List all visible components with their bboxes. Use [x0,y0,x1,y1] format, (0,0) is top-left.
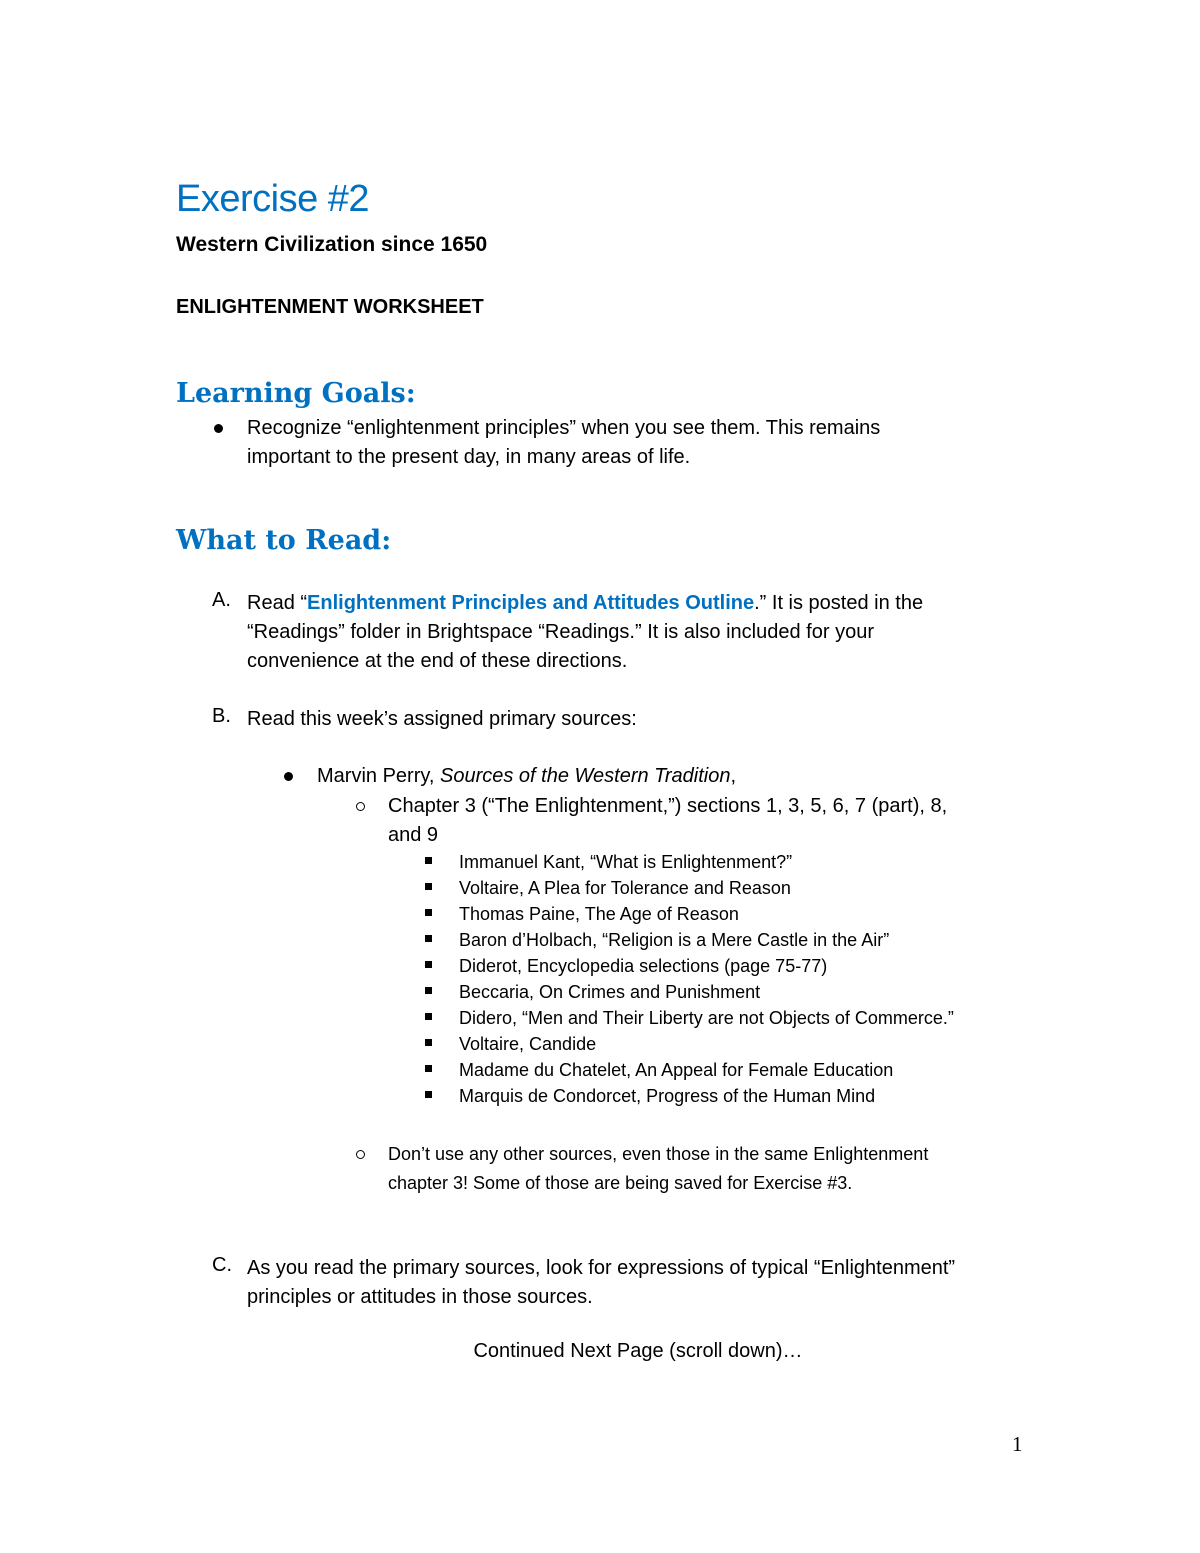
reading-item: Diderot, Encyclopedia selections (page 75-77) [459,956,828,976]
source-line [317,762,736,791]
note-line1: Don’t use any other sources, even those in the same Enlightenment [388,1144,929,1164]
course-subtitle: Western Civilization since 1650 [176,233,488,256]
item-a-post: .” It is posted in the [754,592,924,614]
item-c-line2: principles or attitudes in those sources. [247,1286,593,1308]
source-title: Sources of the Western Tradition [439,765,731,787]
square-bullet-icon [425,1065,432,1072]
reading-item: Marquis de Condorcet, Progress of the Human Mind [459,1086,876,1106]
reading-item: Baron d’Holbach, “Religion is a Mere Castle in the Air” [459,930,890,950]
chapter-line2: and 9 [388,824,439,846]
item-c-line1: As you read the primary sources, look for expressions of typical “Enlightenment” [247,1257,956,1279]
bullet-icon [214,424,223,433]
page-title: Exercise #2 [176,178,370,220]
worksheet-label: ENLIGHTENMENT WORKSHEET [176,296,484,318]
square-bullet-icon [425,987,432,994]
learning-goal-line2: important to the present day, in many areas of life. [247,446,691,468]
square-bullet-icon [425,1013,432,1020]
reading-item: Beccaria, On Crimes and Punishment [459,982,761,1002]
reading-item: Didero, “Men and Their Liberty are not Objects of Commerce.” [459,1008,954,1028]
source-post: , [730,765,737,787]
outline-link[interactable]: Enlightenment Principles and Attitudes Outline [307,592,755,614]
square-bullet-icon [425,1039,432,1046]
page-number: 1 [1012,1432,1023,1456]
reading-item: Madame du Chatelet, An Appeal for Female Education [459,1060,894,1080]
learning-goals-heading: Learning Goals: [176,378,416,409]
item-b-text: Read this week’s assigned primary sources: [247,708,637,730]
circle-bullet-icon [356,1150,365,1159]
square-bullet-icon [425,1091,432,1098]
continued-note: Continued Next Page (scroll down)… [473,1340,803,1362]
square-bullet-icon [425,857,432,864]
reading-item: Immanuel Kant, “What is Enlightenment?” [459,852,793,872]
item-a-pre: Read “ [247,592,308,614]
source-pre: Marvin Perry, [317,765,440,787]
reading-item: Voltaire, Candide [459,1034,597,1054]
square-bullet-icon [425,909,432,916]
square-bullet-icon [425,961,432,968]
what-to-read-heading: What to Read: [176,525,392,556]
square-bullet-icon [425,935,432,942]
item-a-line3: convenience at the end of these directions. [247,650,628,672]
bullet-icon [284,772,293,781]
note-line2: chapter 3! Some of those are being saved for Exercise #3. [388,1173,853,1193]
item-a-line1 [247,589,923,618]
chapter-line1: Chapter 3 (“The Enlightenment,”) sections 1, 3, 5, 6, 7 (part), 8, [388,795,948,817]
item-marker-a: A. [212,589,231,611]
learning-goal-line1: Recognize “enlightenment principles” when you see them. This remains [247,417,881,439]
item-a-line2: “Readings” folder in Brightspace “Readings.” It is also included for your [247,621,874,643]
item-marker-b: B. [212,705,231,727]
reading-item: Voltaire, A Plea for Tolerance and Reason [459,878,791,898]
item-marker-c: C. [212,1254,232,1276]
circle-bullet-icon [356,802,365,811]
square-bullet-icon [425,883,432,890]
reading-item: Thomas Paine, The Age of Reason [459,904,739,924]
